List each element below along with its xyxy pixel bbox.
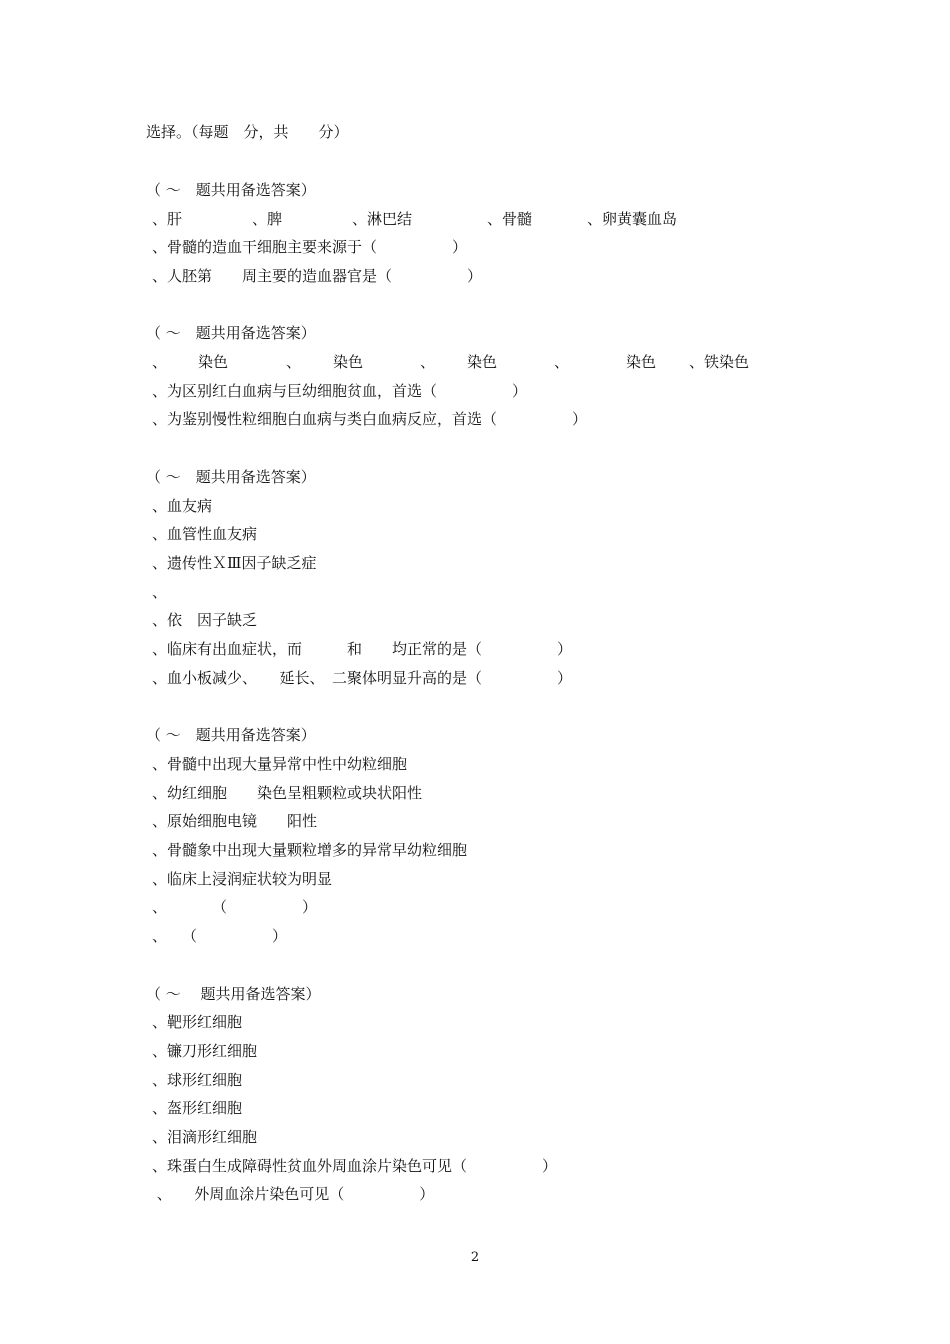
question: 、骨髓的造血干细胞主要来源于（ ） [152, 238, 468, 256]
option-item: 染色 [198, 353, 229, 371]
option-item: 、 [152, 353, 168, 371]
option-item: 、 [286, 353, 302, 371]
question: 、为区别红白血病与巨幼细胞贫血，首选（ ） [152, 382, 528, 400]
question: 、为鉴别慢性粒细胞白血病与类白血病反应，首选（ ） [152, 410, 588, 428]
option-item: 、 [554, 353, 570, 371]
option-item: 、骨髓中出现大量异常中性中幼粒细胞 [152, 755, 408, 773]
option-item: 染色 [333, 353, 364, 371]
option-item: 、靶形红细胞 [152, 1013, 243, 1031]
option-item: 、球形红细胞 [152, 1071, 243, 1089]
option-item: 、卵黄囊血岛 [587, 210, 678, 228]
option-item: 、骨髓象中出现大量颗粒增多的异常早幼粒细胞 [152, 841, 468, 859]
question: 、 （ ） [152, 927, 288, 945]
option-item: 、血友病 [152, 497, 213, 515]
question: 、 外周血涂片染色可见（ ） [152, 1185, 435, 1203]
option-item: 、脾 [252, 210, 283, 228]
option-item: 、 [420, 353, 436, 371]
option-item: 、遗传性ＸⅢ因子缺乏症 [152, 554, 317, 572]
option-item: 、临床上浸润症状较为明显 [152, 870, 333, 888]
question: 、血小板减少、 延长、 二聚体明显升高的是（ ） [152, 669, 573, 687]
option-item: 、铁染色 [689, 353, 750, 371]
group-header: （ ～ 题共用备选答案） [146, 726, 316, 744]
group-header: （ ～ 题共用备选答案） [146, 324, 316, 342]
section-title: 选择。（每题 分，共 分） [146, 123, 349, 141]
question: 、 （ ） [152, 898, 318, 916]
group-header: （ ～ 题共用备选答案） [146, 468, 316, 486]
page-number: 2 [470, 1250, 480, 1265]
option-item: 、淋巴结 [352, 210, 413, 228]
option-item: 、镰刀形红细胞 [152, 1042, 258, 1060]
question: 、临床有出血症状，而 和 均正常的是（ ） [152, 640, 573, 658]
option-item: 、幼红细胞 染色呈粗颗粒或块状阳性 [152, 784, 423, 802]
option-item: 、原始细胞电镜 阳性 [152, 812, 318, 830]
option-item: 、盔形红细胞 [152, 1099, 243, 1117]
question: 、珠蛋白生成障碍性贫血外周血涂片染色可见（ ） [152, 1157, 558, 1175]
group-header: （ ～ 题共用备选答案） [146, 985, 321, 1003]
option-item: 染色 [626, 353, 657, 371]
option-item: 、骨髓 [487, 210, 533, 228]
option-item: 、 [152, 583, 168, 601]
option-item: 、肝 [152, 210, 183, 228]
question: 、人胚第 周主要的造血器官是（ ） [152, 267, 483, 285]
option-item: 、依 因子缺乏 [152, 611, 258, 629]
group-header: （ ～ 题共用备选答案） [146, 181, 316, 199]
option-item: 、泪滴形红细胞 [152, 1128, 258, 1146]
option-item: 、血管性血友病 [152, 525, 258, 543]
option-item: 染色 [467, 353, 498, 371]
